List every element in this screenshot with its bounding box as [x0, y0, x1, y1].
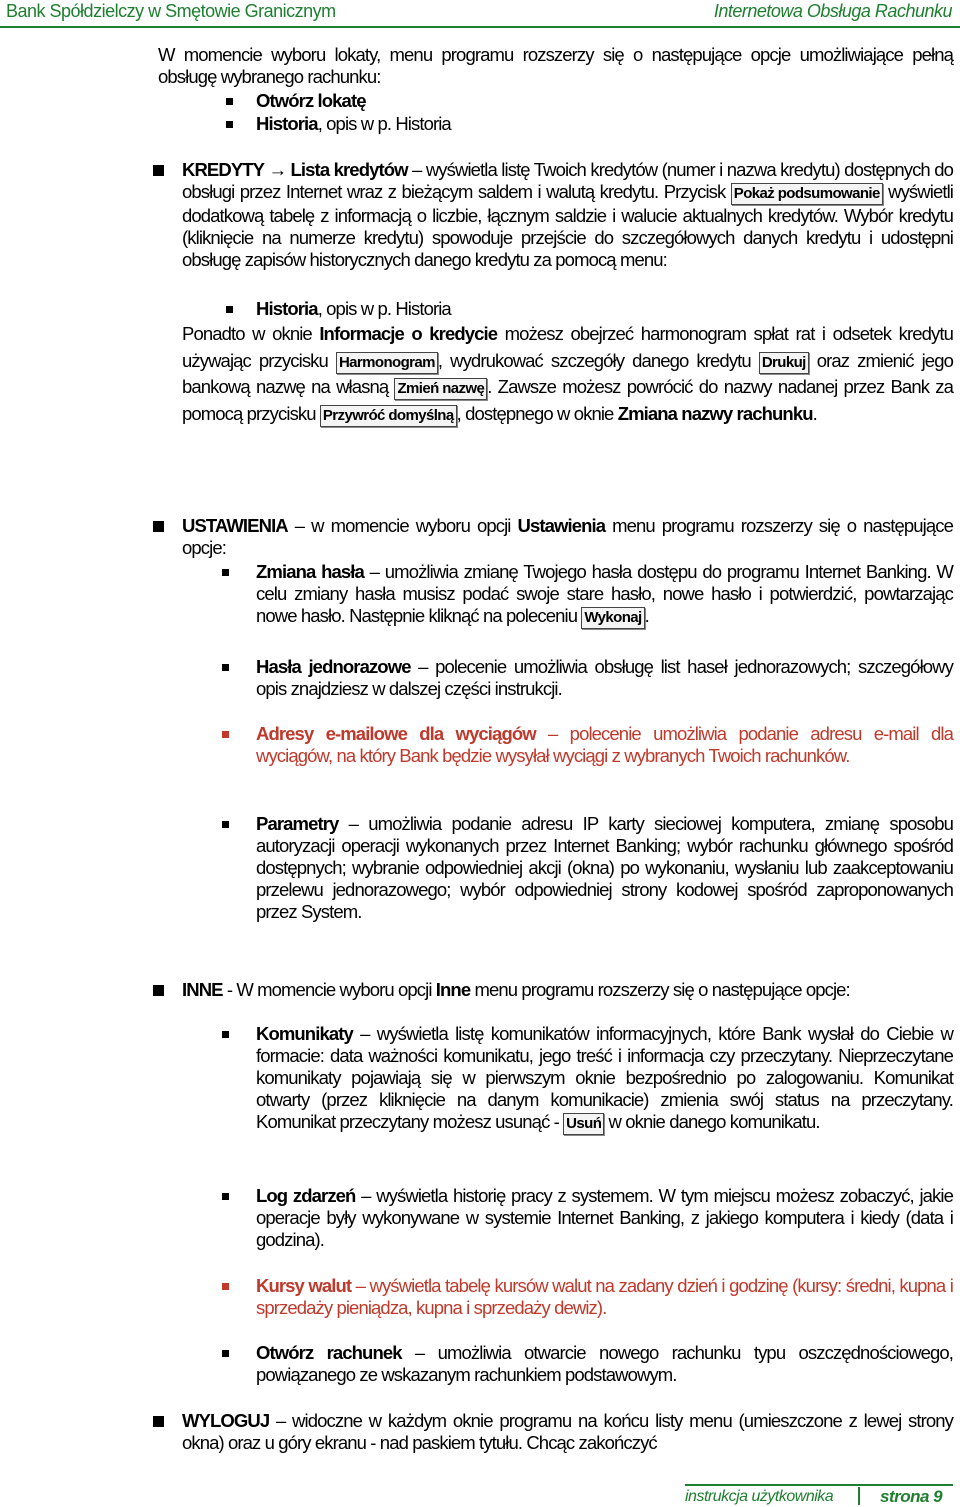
item-title: Otwórz rachunek — [256, 1342, 402, 1363]
item-title: Historia — [256, 298, 318, 319]
item-title: Parametry — [256, 813, 339, 834]
kredyty-para-1 — [182, 159, 953, 271]
item-title: Zmiana hasła — [256, 561, 364, 582]
text: – wyświetla listę Twoich kredytów (numer i nazwa kredytu) dostępnych do obsługi przez Internet wraz z bieżącym saldem i walutą kredytu. Przycisk — [182, 159, 953, 202]
section-title: USTAWIENIA — [182, 515, 288, 536]
show-summary-button[interactable]: Pokaż podsumowanie — [731, 183, 883, 205]
text: . Zawsze możesz powrócić do nazwy nadanej przez Bank za pomocą przycisku — [182, 376, 953, 424]
bullet-icon — [226, 121, 233, 128]
text: – umożliwia podanie adresu IP karty sieciowej komputera, zmianę sposobu autoryzacji operacji wykonanych przez Internet Banking; wybór rachunku głównego spośród dostępnych; wybranie odpowiedniej akcji (okna) po wykonaniu, wysłaniu lub zaakceptowaniu przelewu jednorazowego; wybór odpowiedniej strony kodowej spośród zaproponowanych przez System. — [256, 813, 953, 922]
paragraph — [182, 515, 953, 559]
kredyty-para-2 — [182, 321, 953, 427]
bullet-icon — [222, 731, 229, 738]
bullet-icon — [222, 664, 229, 671]
bullet-icon — [226, 306, 233, 313]
paragraph — [182, 321, 953, 427]
bullet-icon — [226, 98, 233, 105]
text: , wydrukować szczegóły danego kredytu — [437, 349, 759, 371]
page-footer — [0, 1484, 960, 1507]
item-title: Adresy e-mailowe dla wyciągów — [256, 723, 536, 744]
section-title: INNE — [182, 979, 223, 1000]
paragraph — [256, 656, 953, 700]
bank-name: Bank Spółdzielczy w Smętowie Granicznym — [6, 1, 336, 21]
item-title: Komunikaty — [256, 1023, 353, 1044]
item-title: Hasła jednorazowe — [256, 656, 411, 677]
paragraph — [256, 1342, 953, 1386]
inne-item-3 — [256, 1275, 953, 1319]
kredyty-section — [182, 159, 953, 271]
doc-title: Internetowa Obsługa Rachunku — [713, 1, 952, 21]
item-text: , opis w p. Historia — [317, 113, 451, 134]
paragraph — [182, 1410, 953, 1454]
text: – umożliwia zmianę Twojego hasła dostępu do programu Internet Banking. W celu zmiany hasła musisz podać swoje stare hasło, nowe hasło i potwierdzić, powtarzając nowe hasło. Następnie kliknąć na poleceniu — [256, 561, 953, 626]
bullet-icon — [153, 165, 164, 176]
item-title: Historia — [256, 113, 318, 134]
inne-section — [182, 979, 953, 1001]
bullet-icon — [222, 821, 229, 828]
paragraph — [256, 561, 953, 629]
bullet-icon — [153, 1416, 164, 1427]
text: oraz zmienić jego bankową nazwę na własną — [182, 349, 953, 397]
text: . — [644, 605, 649, 626]
footer-divider — [685, 1484, 953, 1486]
window-name: Informacje o kredycie — [319, 323, 498, 344]
text: w oknie danego komunikatu. — [604, 1111, 820, 1132]
kredyty-item — [256, 298, 451, 320]
restore-default-button[interactable]: Przywróć domyślną — [320, 405, 457, 427]
text: menu programu rozszerzy się o następujące opcje: — [470, 979, 850, 1000]
text: – polecenie umożliwia obsługę list haseł jednorazowych; szczegółowy opis znajdziesz w dalszej części instrukcji. — [256, 656, 953, 699]
text: Ponadto w oknie — [182, 323, 320, 344]
paragraph — [256, 723, 953, 767]
paragraph — [256, 1185, 953, 1251]
window-name: Zmiana nazwy rachunku — [617, 402, 813, 424]
bullet-icon — [222, 1350, 229, 1357]
item-title: Kursy walut — [256, 1275, 352, 1296]
item-text: , opis w p. Historia — [317, 298, 451, 319]
lokaty-section — [158, 44, 953, 88]
section-subtitle: Lista kredytów — [290, 159, 408, 180]
menu-name: Inne — [435, 979, 471, 1000]
inne-item-2 — [256, 1185, 953, 1251]
text: . — [812, 402, 817, 424]
text: – widoczne w każdym oknie programu na końcu listy menu (umieszczone z lewej strony okna) oraz u góry ekranu - nad paskiem tytułu. Chcąc zakończyć — [182, 1410, 953, 1453]
text: – wyświetla listę komunikatów informacyjnych, które Bank wysłał do Ciebie w formacie: data ważności komunikatu, jego treść i informacja czy przeczytany. Nieprzeczytane komunikaty pojawiają się w pierwszym oknie bezpośrednio po zalogowaniu. Komunikat otwarty (przez kliknięcie na danym komunikacie) zmienia swój status na przeczytany. Komunikat przeczytany możesz usunąć - — [256, 1023, 953, 1132]
ustawienia-item-1 — [256, 561, 953, 629]
text: wyświetli dodatkową tabelę z informacją o liczbie, łącznym saldzie i walucie aktualnych kredytów. Wybór kredytu (kliknięcie na numerze kredytu) spowoduje przejście do szczegółowych danych kredytu i udostępni obsługę zapisów historycznych danego kredytu za pomocą menu: — [182, 181, 954, 270]
ustawienia-section — [182, 515, 953, 559]
inne-item-1 — [256, 1023, 953, 1135]
arrow-icon: → — [268, 159, 287, 180]
paragraph — [182, 979, 953, 1001]
text: możesz obejrzeć harmonogram spłat rat i odsetek kredytu używając przycisku — [182, 323, 954, 371]
text: , dostępnego w oknie — [456, 402, 618, 424]
text: – wyświetla tabelę kursów walut na zadany dzień i godzinę (kursy: średni, kupna i sprzedaży pieniądza, kupna i sprzedaży dewiz). — [256, 1275, 953, 1318]
page-header — [0, 0, 960, 28]
wyloguj-section — [182, 1410, 953, 1454]
text: – wyświetla historię pracy z systemem. W tym miejscu możesz zobaczyć, jakie operacje były wykonywane w systemie Internet Banking, z jakiego komputera i kiedy (data i godzina). — [256, 1185, 953, 1250]
bullet-icon — [222, 1031, 229, 1038]
item-title: Log zdarzeń — [256, 1185, 356, 1206]
page-number: strona 9 — [880, 1487, 943, 1506]
item-title: Otwórz lokatę — [256, 90, 366, 111]
text: – umożliwia otwarcie nowego rachunku typu oszczędnościowego, powiązanego ze wskazanym rachunkiem podstawowym. — [256, 1342, 954, 1385]
menu-name: Ustawienia — [517, 515, 606, 536]
lokaty-intro: W momencie wyboru lokaty, menu programu rozszerzy się o następujące opcje umożliwiające pełną obsługę wybranego rachunku: — [158, 44, 953, 87]
inne-item-4 — [256, 1342, 953, 1386]
text: – polecenie umożliwia podanie adresu e-mail dla wyciągów, na który Bank będzie wysyłał wyciągi z wybranych Twoich rachunków. — [256, 723, 953, 766]
text: – w momencie wyboru opcji — [287, 515, 518, 536]
paragraph — [256, 813, 953, 923]
print-button[interactable]: Drukuj — [759, 352, 809, 374]
bullet-icon — [222, 569, 229, 576]
paragraph — [256, 1023, 953, 1135]
execute-button[interactable]: Wykonaj — [581, 607, 644, 629]
bullet-icon — [153, 985, 164, 996]
bullet-icon — [222, 1283, 229, 1290]
ustawienia-item-2 — [256, 656, 953, 700]
rename-button[interactable]: Zmień nazwę — [394, 378, 487, 400]
footer-label: instrukcja użytkownika — [685, 1488, 834, 1505]
text: menu programu rozszerzy się o następujące opcje: — [182, 515, 953, 558]
footer-separator — [858, 1487, 860, 1505]
bullet-icon — [153, 521, 164, 532]
delete-button[interactable]: Usuń — [563, 1113, 604, 1135]
ustawienia-item-3 — [256, 723, 953, 767]
text: - W momencie wyboru opcji — [222, 979, 436, 1000]
paragraph — [256, 1275, 953, 1319]
lokaty-item-2 — [256, 113, 451, 135]
bullet-icon — [222, 1193, 229, 1200]
schedule-button[interactable]: Harmonogram — [336, 352, 438, 374]
lokaty-item-1 — [256, 90, 366, 112]
section-title: WYLOGUJ — [182, 1410, 270, 1431]
section-title: KREDYTY — [182, 159, 265, 180]
ustawienia-item-4 — [256, 813, 953, 923]
